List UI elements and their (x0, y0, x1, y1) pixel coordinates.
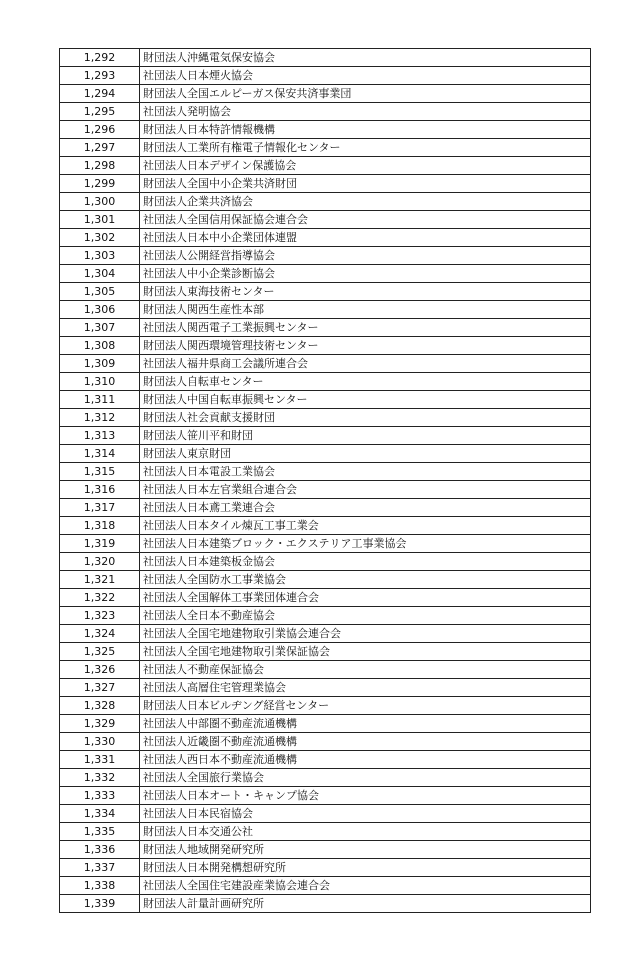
row-number-cell: 1,300 (60, 193, 140, 211)
organization-name-cell: 財団法人工業所有権電子情報化センター (140, 139, 591, 157)
organization-name-cell: 社団法人不動産保証協会 (140, 661, 591, 679)
organization-name-cell: 社団法人日本中小企業団体連盟 (140, 229, 591, 247)
table-row (60, 535, 591, 553)
table-row (60, 139, 591, 157)
row-number-cell: 1,295 (60, 103, 140, 121)
table-row (60, 679, 591, 697)
organization-name-cell: 社団法人日本建築板金協会 (140, 553, 591, 571)
row-number-cell: 1,315 (60, 463, 140, 481)
organization-name-cell: 社団法人全国信用保証協会連合会 (140, 211, 591, 229)
row-number-cell: 1,333 (60, 787, 140, 805)
organization-name-cell: 財団法人自転車センター (140, 373, 591, 391)
row-number-cell: 1,293 (60, 67, 140, 85)
table-row (60, 517, 591, 535)
organization-name-cell: 社団法人全国宅地建物取引業協会連合会 (140, 625, 591, 643)
row-number-cell: 1,306 (60, 301, 140, 319)
row-number-cell: 1,297 (60, 139, 140, 157)
row-number-cell: 1,305 (60, 283, 140, 301)
table-row (60, 301, 591, 319)
row-number-cell: 1,313 (60, 427, 140, 445)
row-number-cell: 1,330 (60, 733, 140, 751)
table-row (60, 103, 591, 121)
table-row (60, 661, 591, 679)
organization-name-cell: 社団法人公開経営指導協会 (140, 247, 591, 265)
organization-name-cell: 社団法人近畿圏不動産流通機構 (140, 733, 591, 751)
organization-table-body (60, 49, 591, 913)
organization-name-cell: 社団法人日本タイル煉瓦工事工業会 (140, 517, 591, 535)
table-row (60, 769, 591, 787)
table-row (60, 643, 591, 661)
organization-name-cell: 社団法人全日本不動産協会 (140, 607, 591, 625)
table-row (60, 49, 591, 67)
organization-name-cell: 社団法人日本煙火協会 (140, 67, 591, 85)
table-row (60, 319, 591, 337)
row-number-cell: 1,338 (60, 877, 140, 895)
table-row (60, 67, 591, 85)
table-row (60, 427, 591, 445)
table-row (60, 85, 591, 103)
organization-name-cell: 社団法人日本民宿協会 (140, 805, 591, 823)
row-number-cell: 1,307 (60, 319, 140, 337)
table-row (60, 283, 591, 301)
row-number-cell: 1,339 (60, 895, 140, 913)
organization-name-cell: 社団法人日本デザイン保護協会 (140, 157, 591, 175)
organization-name-cell: 社団法人中小企業診断協会 (140, 265, 591, 283)
row-number-cell: 1,299 (60, 175, 140, 193)
row-number-cell: 1,302 (60, 229, 140, 247)
table-row (60, 355, 591, 373)
table-row (60, 625, 591, 643)
organization-name-cell: 社団法人福井県商工会議所連合会 (140, 355, 591, 373)
organization-name-cell: 財団法人関西生産性本部 (140, 301, 591, 319)
table-row (60, 787, 591, 805)
table-row (60, 823, 591, 841)
organization-table (59, 48, 591, 913)
table-row (60, 841, 591, 859)
table-row (60, 337, 591, 355)
organization-name-cell: 財団法人企業共済協会 (140, 193, 591, 211)
table-row (60, 607, 591, 625)
organization-name-cell: 財団法人沖縄電気保安協会 (140, 49, 591, 67)
row-number-cell: 1,336 (60, 841, 140, 859)
table-row (60, 895, 591, 913)
organization-name-cell: 財団法人全国エルピーガス保安共済事業団 (140, 85, 591, 103)
table-row (60, 877, 591, 895)
organization-name-cell: 社団法人日本左官業組合連合会 (140, 481, 591, 499)
organization-name-cell: 財団法人計量計画研究所 (140, 895, 591, 913)
row-number-cell: 1,304 (60, 265, 140, 283)
organization-name-cell: 財団法人社会貢献支援財団 (140, 409, 591, 427)
organization-name-cell: 財団法人東海技術センター (140, 283, 591, 301)
table-row (60, 553, 591, 571)
organization-name-cell: 社団法人関西電子工業振興センター (140, 319, 591, 337)
table-row (60, 859, 591, 877)
table-row (60, 211, 591, 229)
table-row (60, 373, 591, 391)
row-number-cell: 1,312 (60, 409, 140, 427)
organization-name-cell: 社団法人西日本不動産流通機構 (140, 751, 591, 769)
organization-name-cell: 財団法人中国自転車振興センター (140, 391, 591, 409)
organization-name-cell: 財団法人関西環境管理技術センター (140, 337, 591, 355)
organization-name-cell: 財団法人全国中小企業共済財団 (140, 175, 591, 193)
table-row (60, 715, 591, 733)
organization-name-cell: 財団法人日本ビルヂング経営センター (140, 697, 591, 715)
row-number-cell: 1,327 (60, 679, 140, 697)
table-row (60, 499, 591, 517)
table-row (60, 247, 591, 265)
row-number-cell: 1,298 (60, 157, 140, 175)
row-number-cell: 1,329 (60, 715, 140, 733)
organization-name-cell: 社団法人全国宅地建物取引業保証協会 (140, 643, 591, 661)
row-number-cell: 1,317 (60, 499, 140, 517)
organization-name-cell: 財団法人笹川平和財団 (140, 427, 591, 445)
row-number-cell: 1,322 (60, 589, 140, 607)
table-row (60, 481, 591, 499)
table-row (60, 589, 591, 607)
table-row (60, 697, 591, 715)
row-number-cell: 1,292 (60, 49, 140, 67)
table-row (60, 805, 591, 823)
organization-name-cell: 社団法人中部圏不動産流通機構 (140, 715, 591, 733)
row-number-cell: 1,311 (60, 391, 140, 409)
row-number-cell: 1,318 (60, 517, 140, 535)
organization-name-cell: 財団法人東京財団 (140, 445, 591, 463)
organization-name-cell: 社団法人全国住宅建設産業協会連合会 (140, 877, 591, 895)
organization-name-cell: 財団法人日本交通公社 (140, 823, 591, 841)
organization-name-cell: 社団法人日本鳶工業連合会 (140, 499, 591, 517)
organization-name-cell: 財団法人地域開発研究所 (140, 841, 591, 859)
organization-name-cell: 社団法人発明協会 (140, 103, 591, 121)
row-number-cell: 1,323 (60, 607, 140, 625)
organization-name-cell: 社団法人日本電設工業協会 (140, 463, 591, 481)
row-number-cell: 1,303 (60, 247, 140, 265)
table-row (60, 193, 591, 211)
table-row (60, 229, 591, 247)
row-number-cell: 1,328 (60, 697, 140, 715)
row-number-cell: 1,314 (60, 445, 140, 463)
table-row (60, 157, 591, 175)
table-row (60, 175, 591, 193)
table-row (60, 751, 591, 769)
row-number-cell: 1,308 (60, 337, 140, 355)
table-row (60, 445, 591, 463)
row-number-cell: 1,337 (60, 859, 140, 877)
row-number-cell: 1,324 (60, 625, 140, 643)
row-number-cell: 1,320 (60, 553, 140, 571)
organization-name-cell: 社団法人全国解体工事業団体連合会 (140, 589, 591, 607)
row-number-cell: 1,316 (60, 481, 140, 499)
row-number-cell: 1,326 (60, 661, 140, 679)
row-number-cell: 1,310 (60, 373, 140, 391)
table-row (60, 463, 591, 481)
row-number-cell: 1,335 (60, 823, 140, 841)
row-number-cell: 1,294 (60, 85, 140, 103)
row-number-cell: 1,321 (60, 571, 140, 589)
organization-name-cell: 財団法人日本特許情報機構 (140, 121, 591, 139)
table-row (60, 121, 591, 139)
row-number-cell: 1,301 (60, 211, 140, 229)
row-number-cell: 1,325 (60, 643, 140, 661)
organization-name-cell: 社団法人日本建築ブロック・エクステリア工事業協会 (140, 535, 591, 553)
organization-name-cell: 社団法人全国旅行業協会 (140, 769, 591, 787)
row-number-cell: 1,309 (60, 355, 140, 373)
organization-name-cell: 社団法人日本オート・キャンプ協会 (140, 787, 591, 805)
organization-name-cell: 財団法人日本開発構想研究所 (140, 859, 591, 877)
row-number-cell: 1,319 (60, 535, 140, 553)
table-row (60, 265, 591, 283)
row-number-cell: 1,332 (60, 769, 140, 787)
organization-name-cell: 社団法人高層住宅管理業協会 (140, 679, 591, 697)
table-row (60, 733, 591, 751)
row-number-cell: 1,296 (60, 121, 140, 139)
table-row (60, 409, 591, 427)
table-row (60, 571, 591, 589)
row-number-cell: 1,331 (60, 751, 140, 769)
row-number-cell: 1,334 (60, 805, 140, 823)
organization-name-cell: 社団法人全国防水工事業協会 (140, 571, 591, 589)
table-row (60, 391, 591, 409)
